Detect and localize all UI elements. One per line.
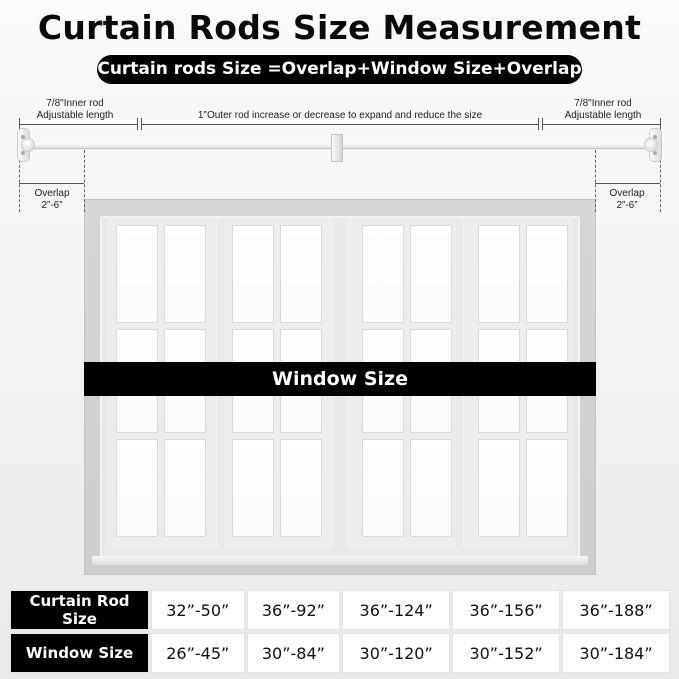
table-row xyxy=(11,634,669,672)
table-cell: 32”-50” xyxy=(152,591,244,629)
table-cell: 26”-45” xyxy=(152,634,244,672)
outer-rod-label: 1"Outer rod increase or decrease to expand and reduce the size xyxy=(197,110,483,121)
right-rod-finial xyxy=(645,139,657,151)
left-rod-finial xyxy=(22,139,34,151)
table-cell: 36”-92” xyxy=(248,591,340,629)
window-pane xyxy=(232,225,274,323)
window-pane xyxy=(526,439,568,537)
window-pane xyxy=(362,439,404,537)
outer-rod-measure-line xyxy=(141,124,538,125)
window-pane xyxy=(280,439,322,537)
measure-tick xyxy=(137,118,138,130)
table-cell: 36”-124” xyxy=(343,591,449,629)
measure-tick xyxy=(660,118,661,130)
measure-tick xyxy=(542,118,543,130)
window-pane xyxy=(526,225,568,323)
right-inner-measure-line xyxy=(542,124,660,125)
left-overlap-label: Overlap 2”-6” xyxy=(34,188,70,211)
row-header: Window Size xyxy=(11,634,148,672)
window-pane xyxy=(164,439,206,537)
window-pane xyxy=(164,225,206,323)
window-pane xyxy=(280,225,322,323)
window-pane xyxy=(478,225,520,323)
window-pane xyxy=(116,439,158,537)
window-pane xyxy=(410,439,452,537)
right-overlap-label: Overlap 2”-6” xyxy=(609,188,645,211)
left-inner-rod-label: 7/8"Inner rod Adjustable length xyxy=(36,98,114,121)
right-inner-rod-label: 7/8"Inner rod Adjustable length xyxy=(564,98,642,121)
row-header: Curtain Rod Size xyxy=(11,591,148,629)
overlap-measure-line xyxy=(19,183,84,184)
table-cell: 30”-152” xyxy=(453,634,559,672)
window-sill xyxy=(92,556,588,565)
overlap-measure-line xyxy=(595,183,660,184)
measure-tick xyxy=(141,118,142,130)
table-cell: 30”-184” xyxy=(563,634,669,672)
measure-tick xyxy=(538,118,539,130)
table-cell: 36”-188” xyxy=(563,591,669,629)
table-cell: 36”-156” xyxy=(453,591,559,629)
window-pane xyxy=(232,439,274,537)
window-pane xyxy=(410,225,452,323)
window-pane xyxy=(362,225,404,323)
window-pane xyxy=(478,439,520,537)
table-row xyxy=(11,591,669,629)
formula-banner: Curtain rods Size =Overlap+Window Size+Overlap xyxy=(97,55,582,84)
center-rod-support xyxy=(332,135,342,161)
overlap-guide-line xyxy=(84,150,85,212)
table-cell: 30”-84” xyxy=(248,634,340,672)
left-inner-measure-line xyxy=(19,124,137,125)
window-size-band: Window Size xyxy=(84,362,596,396)
size-table xyxy=(7,586,673,677)
window-pane xyxy=(116,225,158,323)
table-cell: 30”-120” xyxy=(343,634,449,672)
page-title: Curtain Rods Size Measurement xyxy=(37,8,642,47)
